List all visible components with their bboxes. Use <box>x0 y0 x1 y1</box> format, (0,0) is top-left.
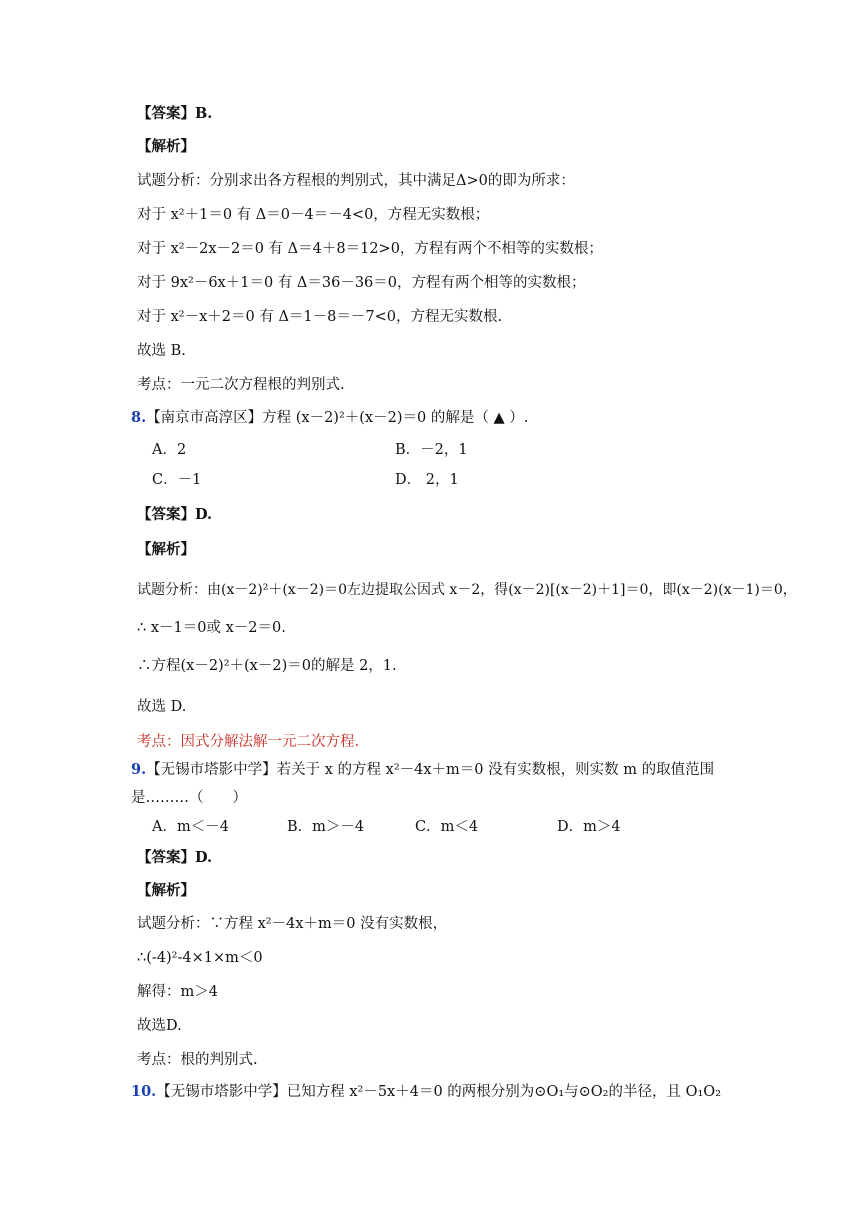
q8-answer: 【答案】D. <box>137 506 213 523</box>
q9-option-c: C．m＜4 <box>415 819 479 835</box>
q9-number: 9. <box>131 761 147 778</box>
q8-analysis-heading: 【解析】 <box>137 541 195 558</box>
q9-source: 【无锡市塔影中学】 <box>146 762 277 778</box>
q9-analysis-line3: 解得：m＞4 <box>137 984 218 1000</box>
q7-analysis-heading: 【解析】 <box>137 138 195 155</box>
q7-answer: 【答案】B. <box>137 105 213 122</box>
q7-conclusion: 故选 B. <box>137 343 186 359</box>
q9-option-d: D．m＞4 <box>557 819 621 835</box>
q8-conclusion: 故选 D. <box>137 699 187 715</box>
q10-source: 【无锡市塔影中学】 <box>156 1084 287 1100</box>
q9-analysis-line2: ∴(-4)²-4×1×m＜0 <box>137 950 263 966</box>
q8-analysis-line3: ∴方程(x－2)²＋(x－2)＝0的解是 2，1. <box>137 658 397 674</box>
q8-kaodian: 考点：因式分解法解一元二次方程. <box>137 734 360 750</box>
q8-option-d: D． 2，1 <box>395 472 459 488</box>
q7-case-3: 对于 9x²－6x＋1＝0 有 Δ＝36－36＝0，方程有两个相等的实数根； <box>137 275 586 291</box>
q9-analysis-heading: 【解析】 <box>137 882 195 899</box>
q9-stem-line2: 是………（ ） <box>131 790 247 806</box>
q7-case-2: 对于 x²－2x－2＝0 有 Δ＝4＋8＝12>0，方程有两个不相等的实数根； <box>137 241 603 257</box>
q10-stem-line <box>131 1082 721 1102</box>
q8-number: 8. <box>131 409 147 426</box>
q7-kaodian: 考点：一元二次方程根的判别式. <box>137 377 345 393</box>
q7-case-4: 对于 x²－x＋2＝0 有 Δ＝1－8＝－7<0，方程无实数根. <box>137 309 503 325</box>
q7-analysis-intro: 试题分析：分别求出各方程根的判别式，其中满足Δ>0的即为所求： <box>137 173 575 189</box>
q9-stem-line1 <box>131 760 714 780</box>
q9-kaodian: 考点：根的判别式. <box>137 1052 258 1068</box>
q9-answer: 【答案】D. <box>137 849 213 866</box>
q9-option-b: B．m＞－4 <box>287 819 365 835</box>
q8-analysis-line2: ∴ x－1＝0或 x－2＝0. <box>137 620 286 636</box>
q7-case-1: 对于 x²＋1＝0 有 Δ＝0－4＝－4<0，方程无实数根； <box>137 207 490 223</box>
q8-option-c: C．－1 <box>152 472 202 488</box>
q8-stem: 方程 (x－2)²＋(x－2)＝0 的解是（ ▲ ）. <box>262 410 529 426</box>
q9-option-a: A．m＜－4 <box>152 819 229 835</box>
q8-option-b: B．－2，1 <box>395 442 468 458</box>
q10-stem: 已知方程 x²－5x＋4＝0 的两根分别为⊙O₁与⊙O₂的半径，且 O₁O₂ <box>286 1084 722 1100</box>
q9-conclusion: 故选D. <box>137 1018 182 1034</box>
q8-stem-line <box>131 408 528 428</box>
q8-source: 【南京市高淳区】 <box>146 410 263 426</box>
q8-analysis-line1: 试题分析：由(x－2)²＋(x－2)＝0左边提取公因式 x－2，得(x－2)[(x－2)＋1]＝0，即(x－2)(x－1)＝0， <box>137 582 797 598</box>
q9-stem1: 若关于 x 的方程 x²－4x＋m＝0 没有实数根，则实数 m 的取值范围 <box>276 762 715 778</box>
q9-analysis-line1: 试题分析：∵方程 x²－4x＋m＝0 没有实数根， <box>137 916 448 932</box>
q8-option-a: A．2 <box>152 442 187 458</box>
q10-number: 10. <box>131 1083 157 1100</box>
